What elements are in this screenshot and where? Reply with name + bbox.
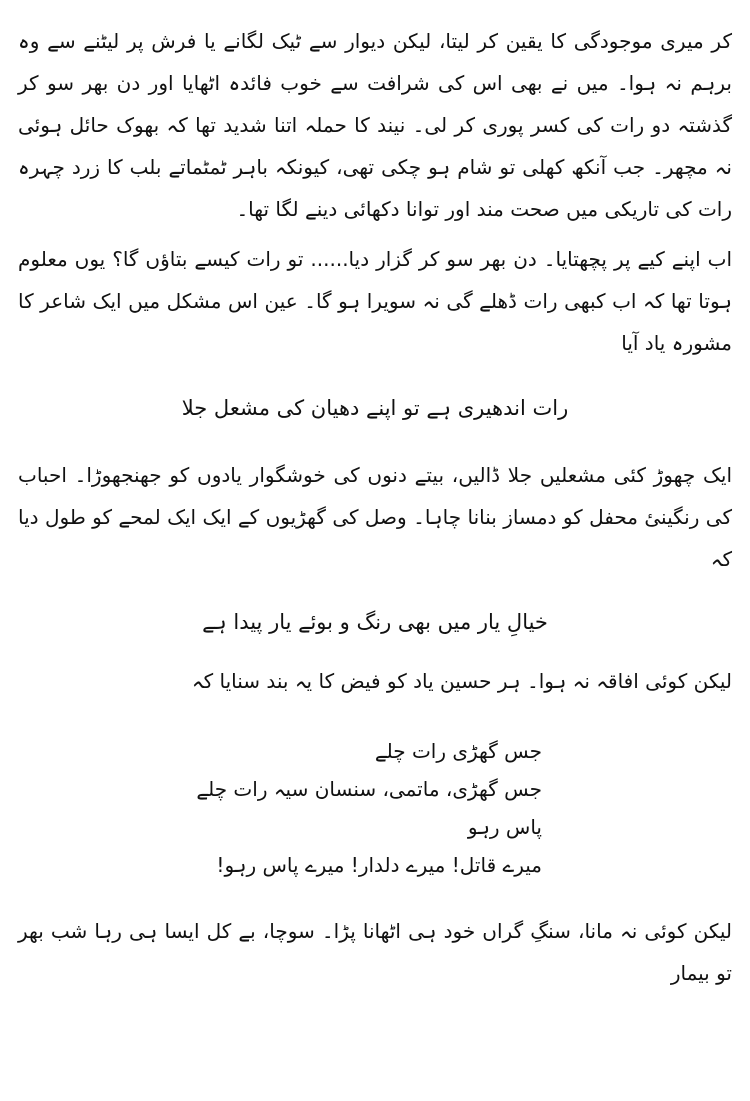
- paragraph-2: اب اپنے کیے پر پچھتایا۔ دن بھر سو کر گزار دیا...... تو رات کیسے بتاؤں گا؟ یوں معلوم ہوتا تھا کہ اب کبھی رات ڈھلے گی نہ سویرا ہو گا۔ عین اس مشکل میں ایک شاعر کا مشورہ یاد آیا: [18, 247, 732, 355]
- poem-line: میرے قاتل! میرے دلدار! میرے پاس رہو!: [216, 853, 542, 877]
- verse-1: رات اندھیری ہے تو اپنے دھیان کی مشعل جلا: [181, 396, 569, 420]
- paragraph-3: ایک چھوڑ کئی مشعلیں جلا ڈالیں، بیتے دنوں کی خوشگوار یادوں کو جھنجھوڑا۔ احباب کی رنگینیٔ محفل کو دمساز بنانا چاہا۔ وصل کی گھڑیوں کے ایک ایک لمحے کو طول دیا کہ: [18, 463, 732, 571]
- poem-line: جس گھڑی، ماتمی، سنسان سیہ رات چلے: [196, 777, 542, 801]
- poem-line: پاس رہو: [467, 815, 542, 839]
- poem-stanza: [192, 732, 542, 884]
- paragraph-4: لیکن کوئی افاقہ نہ ہوا۔ ہر حسین یاد کو فیض کا یہ بند سنایا کہ: [191, 669, 732, 693]
- paragraph-5: لیکن کوئی نہ مانا، سنگِ گراں خود ہی اٹھانا پڑا۔ سوچا، بے کل ایسا ہی رہا شب بھر تو بیمار: [18, 919, 732, 985]
- paragraph-1: کر میری موجودگی کا یقین کر لیتا، لیکن دیوار سے ٹیک لگانے یا فرش پر لیٹنے سے وہ برہم نہ ہوا۔ میں نے بھی اس کی شرافت سے خوب فائدہ اٹھایا اور دن بھر سو کر گذشتہ دو رات کی کسر پوری کر لی۔ نیند کا حملہ اتنا شدید تھا کہ بھوک حائل ہوئی نہ مچھر۔ جب آنکھ کھلی تو شام ہو چکی تھی، کیونکہ باہر ٹمٹماتے بلب کا زرد چہرہ رات کی تاریکی میں صحت مند اور توانا دکھائی دینے لگا تھا۔: [18, 29, 732, 221]
- verse-2: خیالِ یار میں بھی رنگ و بوئے یار پیدا ہے: [202, 610, 548, 634]
- poem-line: جس گھڑی رات چلے: [374, 739, 542, 763]
